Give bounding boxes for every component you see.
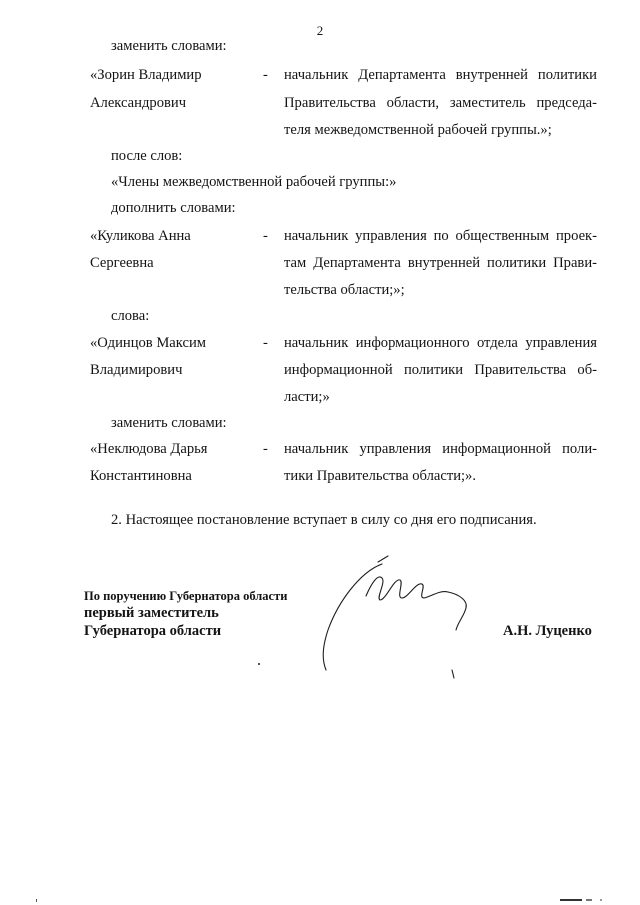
handwritten-signature — [300, 552, 490, 682]
closing-clause: 2. Настоящее постановление вступает в силу со дня его подписания. — [111, 512, 537, 528]
signature-stroke — [323, 564, 382, 670]
entry-name-line: Константиновна — [90, 468, 192, 484]
entry-desc-line: там Департамента внутренней политики Прави- — [284, 255, 597, 271]
signature-stroke — [448, 592, 466, 630]
text-line: слова: — [111, 308, 150, 324]
text-line: заменить словами: — [111, 415, 227, 431]
entry-name-line: «Одинцов Максим — [90, 335, 207, 351]
entry-dash: - — [263, 228, 268, 244]
signature-authority-line: По поручению Губернатора области — [84, 589, 288, 603]
text-line: «Члены межведомственной рабочей группы:» — [111, 174, 397, 190]
entry-name-line: «Неклюдова Дарья — [90, 441, 208, 457]
scan-speck — [36, 899, 37, 902]
entry-desc-line: ласти;» — [284, 389, 330, 405]
entry-desc-line: начальник информационного отдела управления — [284, 335, 597, 351]
entry-name-line: «Зорин Владимир — [90, 67, 202, 83]
page-number: 2 — [316, 23, 324, 38]
signature-position-line: первый заместитель — [84, 605, 219, 621]
entry-desc-line: тики Правительства области;». — [284, 468, 477, 484]
entry-dash: - — [263, 441, 268, 457]
entry-dash: - — [263, 67, 268, 83]
signature-stroke — [366, 577, 448, 600]
text-line: заменить словами: — [111, 38, 227, 54]
scan-speck — [258, 663, 260, 665]
scan-speck — [600, 899, 602, 901]
entry-desc-line: начальник управления по общественным проек- — [284, 228, 597, 244]
entry-name-line: Александрович — [90, 95, 187, 111]
text-line: дополнить словами: — [111, 200, 236, 216]
text-line: после слов: — [111, 148, 183, 164]
entry-name-line: Сергеевна — [90, 255, 154, 271]
signature-stroke — [452, 670, 454, 678]
entry-desc-line: информационной политики Правительства об- — [284, 362, 597, 378]
signatory-name: А.Н. Луценко — [503, 623, 592, 639]
entry-desc-line: начальник управления информационной поли- — [284, 441, 597, 457]
entry-dash: - — [263, 335, 268, 351]
entry-desc-line: тельства области;»; — [284, 282, 405, 298]
entry-desc-line: теля межведомственной рабочей группы.»; — [284, 122, 552, 138]
entry-name-line: «Куликова Анна — [90, 228, 191, 244]
entry-name-line: Владимирович — [90, 362, 183, 378]
entry-desc-line: Правительства области, заместитель председа- — [284, 95, 597, 111]
signature-position-line: Губернатора области — [84, 623, 222, 639]
signature-stroke — [378, 556, 388, 562]
scan-speck — [560, 899, 582, 901]
scan-speck — [586, 899, 592, 901]
entry-desc-line: начальник Департамента внутренней политики — [284, 67, 597, 83]
